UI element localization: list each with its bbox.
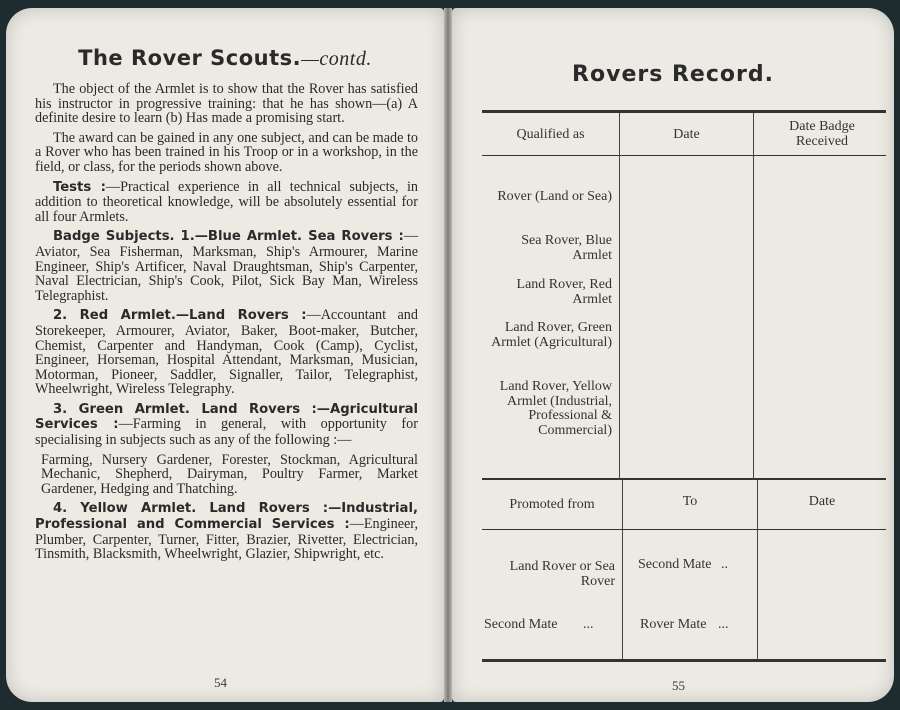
row-land-rover-green: Land Rover, Green Armlet (Agricultural) [491,320,612,350]
book-spine [444,8,452,702]
header-to: To [682,494,698,509]
red-armlet-label: 2. Red Armlet.—Land Rovers : [53,308,307,324]
paragraph-yellow-armlet [35,501,418,561]
page-number-right: 55 [672,678,685,693]
row-sea-rover-blue: Sea Rover, Blue Armlet [521,233,612,263]
table-bottom-rule [482,659,886,662]
right-page [452,8,894,702]
row-rover-land-or-sea: Rover (Land or Sea) [497,189,612,204]
header-date-badge-received: Date Badge Received [789,119,855,149]
right-page-title: Rovers Record. [572,62,774,87]
page-number-left: 54 [214,675,227,690]
table-top-rule [482,110,886,113]
green-armlet-text: —Farming in general, with opportunity for specialising in subjects such as any of the following :— [35,416,418,449]
paragraph-green-armlet [35,402,418,448]
left-page-title [6,46,444,71]
promotion-to-rover-mate [640,618,754,633]
to-second-mate-label: Second Mate [638,557,712,572]
table-divider-rule [482,478,886,480]
title-tail: —contd. [301,48,372,70]
blue-armlet-label: Badge Subjects. 1.—Blue Armlet. Sea Rovers : [53,229,404,245]
to-rover-mate-label: Rover Mate [640,617,707,632]
paragraph-green-list: Farming, Nursery Gardener, Forester, Stockman, Agricultural Mechanic, Shepherd, Dairyman, Poultry Farmer, Market Gardener, Hedging and Thatching. [41,451,418,497]
promotion-from-land-rover: Land Rover or Sea Rover [509,559,615,589]
dot-leader: ... [582,617,594,632]
from-second-mate-label: Second Mate [484,617,558,632]
paragraph-blue-armlet [35,229,418,303]
promotion-from-second-mate [484,618,618,633]
paragraph-award: The award can be gained in any one subject, and can be made to a Rover who has been trained in his Troop or in a workshop, in the field, or class, for the periods shown above. [35,129,418,175]
dot-leader: ... [717,617,729,632]
row-land-rover-red: Land Rover, Red Armlet [516,277,612,307]
header-promotion-date: Date [808,494,836,509]
row-land-rover-yellow: Land Rover, Yellow Armlet (Industrial, Professional & Commercial) [499,379,612,438]
paragraph-armlet-object: The object of the Armlet is to show that the Rover has satisfied his instructor in progressive training: that he has shown—(a) A definite desire to learn (b) Has made a promising start. [35,81,418,127]
green-armlet-label: 3. Green Armlet. Land Rovers :—Agricultural Services : [35,401,418,433]
column-rule-2 [753,113,754,479]
yellow-armlet-label: 4. Yellow Armlet. Land Rovers :—Industrial, Professional and Commercial Services : [35,501,418,533]
promotion-header-rule [482,529,886,530]
header-promoted-from: Promoted from [509,497,595,512]
column-rule-1 [619,113,620,479]
red-armlet-text: —Accountant and Storekeeper, Armourer, Aviator, Baker, Boot-maker, Butcher, Chemist, Carpenter and Handyman, Cook (Camp), Cyclist, Engineer, Horseman, Hospital Attendant, Marksman, Musician, Motorman, Pioneer, Saddler, Signaller, Tailor, Telegraphist, Wheelwright, Wireless Telegraphy. [35,307,418,398]
header-date: Date [673,127,700,142]
promotion-to-second-mate [638,558,754,573]
left-page [6,8,444,702]
yellow-armlet-text: —Engineer, Plumber, Carpenter, Turner, Fitter, Brazier, Rivetter, Electrician, Tinsmith, Blacksmith, Wheelwright, Glazier, Shipwright, etc. [35,516,418,563]
paragraph-tests [35,180,418,225]
promotion-column-rule-3 [622,530,623,660]
dot-leader: .. [720,557,728,572]
title-main: The Rover Scouts. [78,46,302,70]
tests-label: Tests : [53,179,106,195]
header-rule [482,155,886,156]
header-qualified-as: Qualified as [516,127,585,142]
promotion-column-rule-4 [757,530,758,660]
left-page-body [35,82,418,567]
blue-armlet-text: —Aviator, Sea Fisherman, Marksman, Ship's Armourer, Marine Engineer, Ship's Artificer, Naval Draughtsman, Ship's Carpenter, Naval Electrician, Ship's Cook, Pilot, Sick Bay Man, Wireless Telegraphist. [35,228,418,304]
paragraph-red-armlet [35,308,418,397]
tests-text: —Practical experience in all technical subjects, in addition to theoretical knowledge, will be absolutely essential for all four Armlets. [35,178,418,225]
